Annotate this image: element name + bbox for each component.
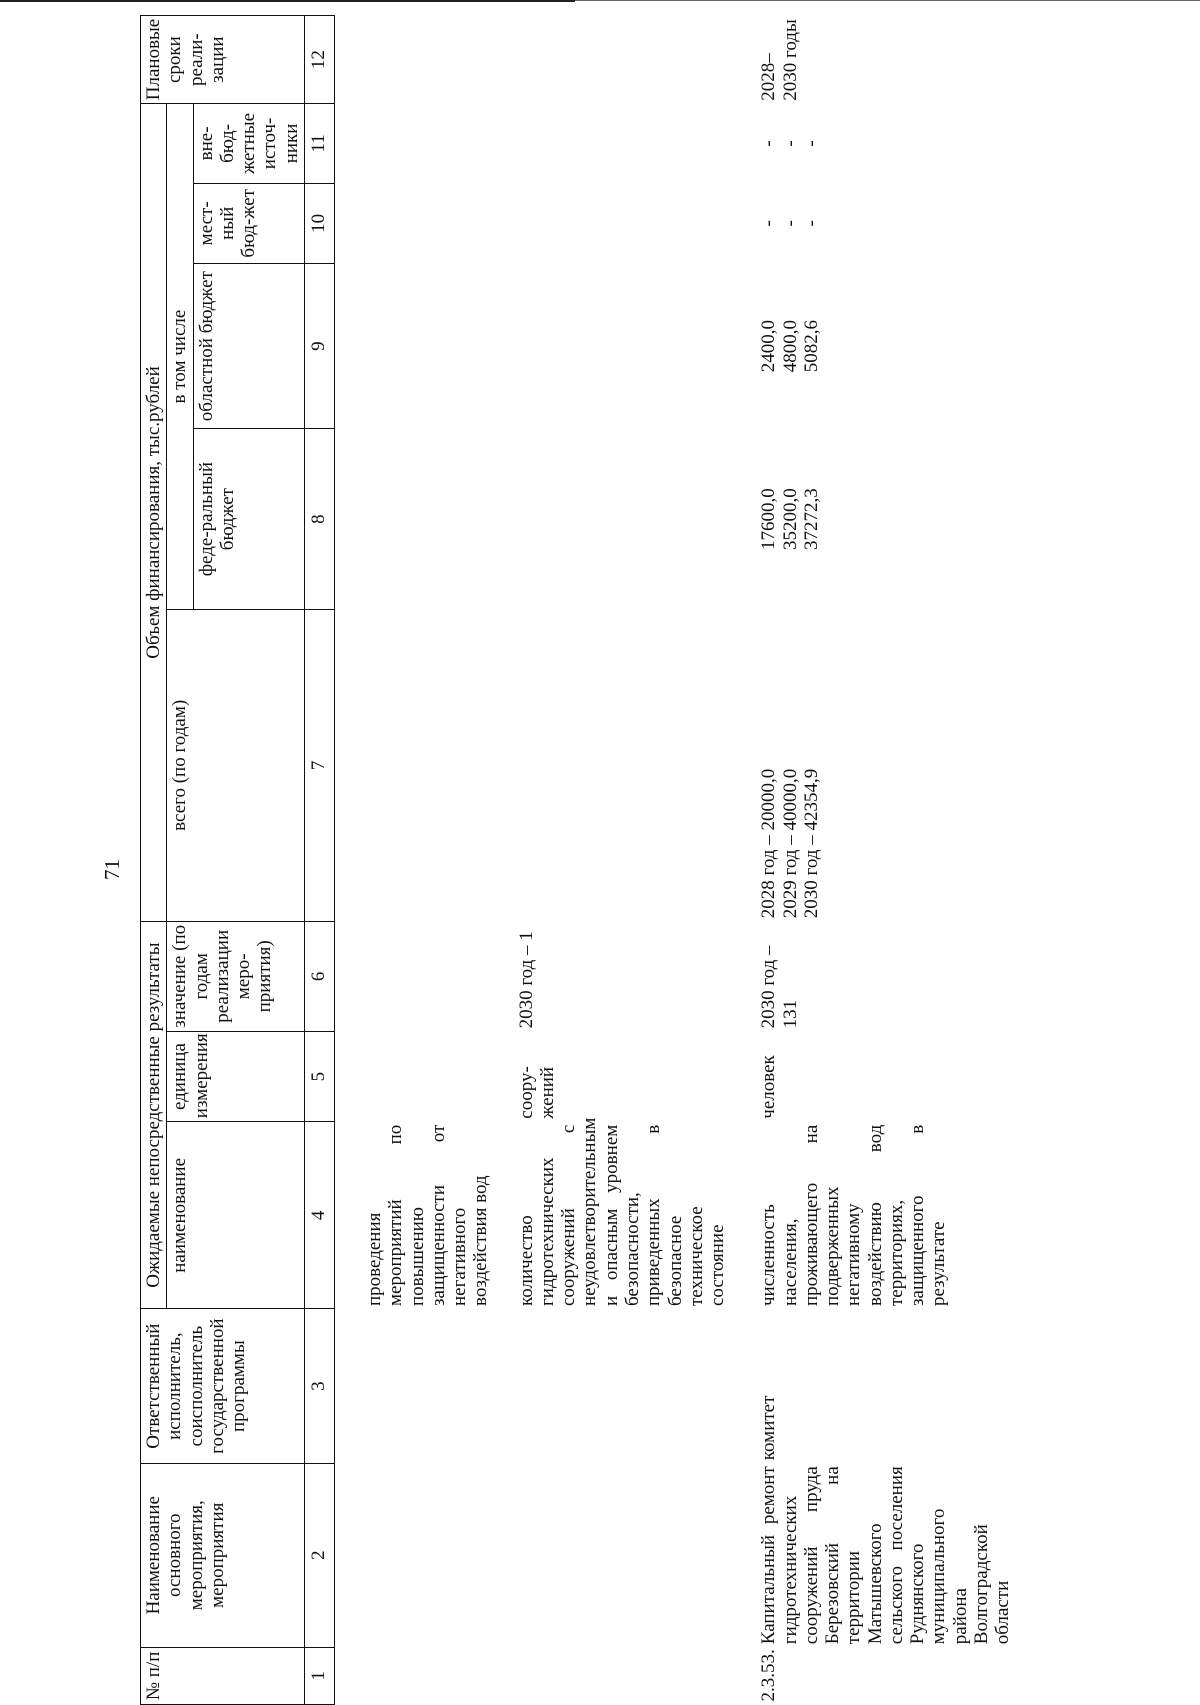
col-number: 6 (304, 921, 334, 1031)
header-exp-value: значение (по годам реализации меро-приятия) (167, 921, 305, 1031)
row-exp-unit: человек (758, 1055, 780, 1119)
fin-ext-2028: - (758, 140, 780, 147)
header-name: Наименование основного мероприятия, мероприятия (141, 1463, 305, 1647)
fin-reg-2029: 4800,0 (779, 320, 801, 373)
spacer (730, 16, 756, 1705)
continuation-exp-name: проведения мероприятий по повышению защищенности от негативного воздействия вод (364, 1124, 492, 1306)
col-number: 4 (304, 1122, 334, 1309)
fin-total-2028: 2028 год – 20000,0 (758, 768, 780, 919)
header-fin-incl: в том числе (167, 104, 193, 610)
header-fin-reg: областной бюджет (193, 264, 304, 429)
col-number: 1 (304, 1647, 334, 1704)
table-row (362, 16, 494, 1705)
row-number: 2.3.53. (758, 1649, 780, 1702)
fin-ext-2030: - (800, 140, 822, 147)
fin-ext-2029: - (779, 140, 801, 147)
col-number: 9 (304, 264, 334, 429)
header-exp-name: наименование (167, 1122, 305, 1309)
col-number: 12 (304, 16, 334, 104)
col-number: 11 (304, 104, 334, 183)
row-exp-name: численность населения, проживающего на подверженных негативному воздействию вод территориях, защищенного в результате (758, 1124, 950, 1306)
row-fin-ext (756, 104, 1015, 183)
scan-top-border (0, 0, 575, 2)
col-number: 5 (304, 1031, 334, 1121)
continuation-exp-value: 2030 год – 1 (515, 931, 537, 1029)
continuation-exp-name: количество гидротехнических сооружений с неудовлетворительным и опасным уровнем безопасности, приведенных в безопасное техническое состояние (515, 1117, 729, 1306)
row-exp-value: 2030 год – 131 (758, 945, 801, 1029)
row-fin-loc (756, 183, 1015, 263)
fin-fed-2030: 37272,3 (800, 488, 822, 550)
row-fin-reg (756, 264, 1015, 429)
rotated-page (140, 15, 1140, 1705)
fin-fed-2028: 17600,0 (758, 488, 780, 550)
program-table (140, 15, 1015, 1705)
col-number: 8 (304, 429, 334, 610)
header-num: № п/п (141, 1647, 305, 1704)
fin-reg-2028: 2400,0 (758, 320, 780, 373)
fin-total-2030: 2030 год – 42354,9 (800, 768, 822, 919)
col-number: 10 (304, 183, 334, 263)
header-fin-ext: вне-бюд-жетные источ-ники (193, 104, 304, 183)
page-number: 71 (100, 859, 124, 880)
table-row (756, 16, 1015, 1705)
fin-loc-2029: - (779, 220, 801, 227)
spacer (494, 16, 514, 1705)
header-fin-loc: мест-ный бюд-жет (193, 183, 304, 263)
row-resp: комитет (758, 1395, 780, 1461)
header-expected: Ожидаемые непосредственные результаты (141, 921, 167, 1309)
header-resp: Ответственный исполнитель, соисполнитель государственной программы (141, 1309, 305, 1463)
fin-loc-2030: - (800, 220, 822, 227)
scan-top-border-faint (575, 0, 1200, 1)
row-fin-total (756, 609, 1015, 921)
col-number: 2 (304, 1463, 334, 1647)
continuation-exp-unit: соору-жений (515, 1066, 558, 1119)
fin-reg-2030: 5082,6 (800, 320, 822, 373)
header-terms: Плановые сроки реали-зации (141, 16, 305, 104)
header-fin-total: всего (по годам) (167, 609, 305, 921)
spacer (334, 16, 362, 1705)
row-terms: 2028– 2030 годы (758, 19, 801, 101)
fin-total-2029: 2029 год – 40000,0 (779, 768, 801, 919)
header-exp-unit: единица измерения (167, 1031, 305, 1121)
fin-loc-2028: - (758, 220, 780, 227)
table-row (514, 16, 731, 1705)
row-fin-fed (756, 429, 1015, 610)
header-financing: Объем финансирования, тыс.рублей (141, 104, 167, 921)
row-name: Капитальный ремонт гидротехнических сооружений пруда Березовский на территории Матышевского сельского поселения Руднянского муниципального района Волгоградской области (758, 1466, 1014, 1645)
col-number: 7 (304, 609, 334, 921)
header-fin-fed: феде-ральный бюджет (193, 429, 304, 610)
col-number: 3 (304, 1309, 334, 1463)
fin-fed-2029: 35200,0 (779, 488, 801, 550)
